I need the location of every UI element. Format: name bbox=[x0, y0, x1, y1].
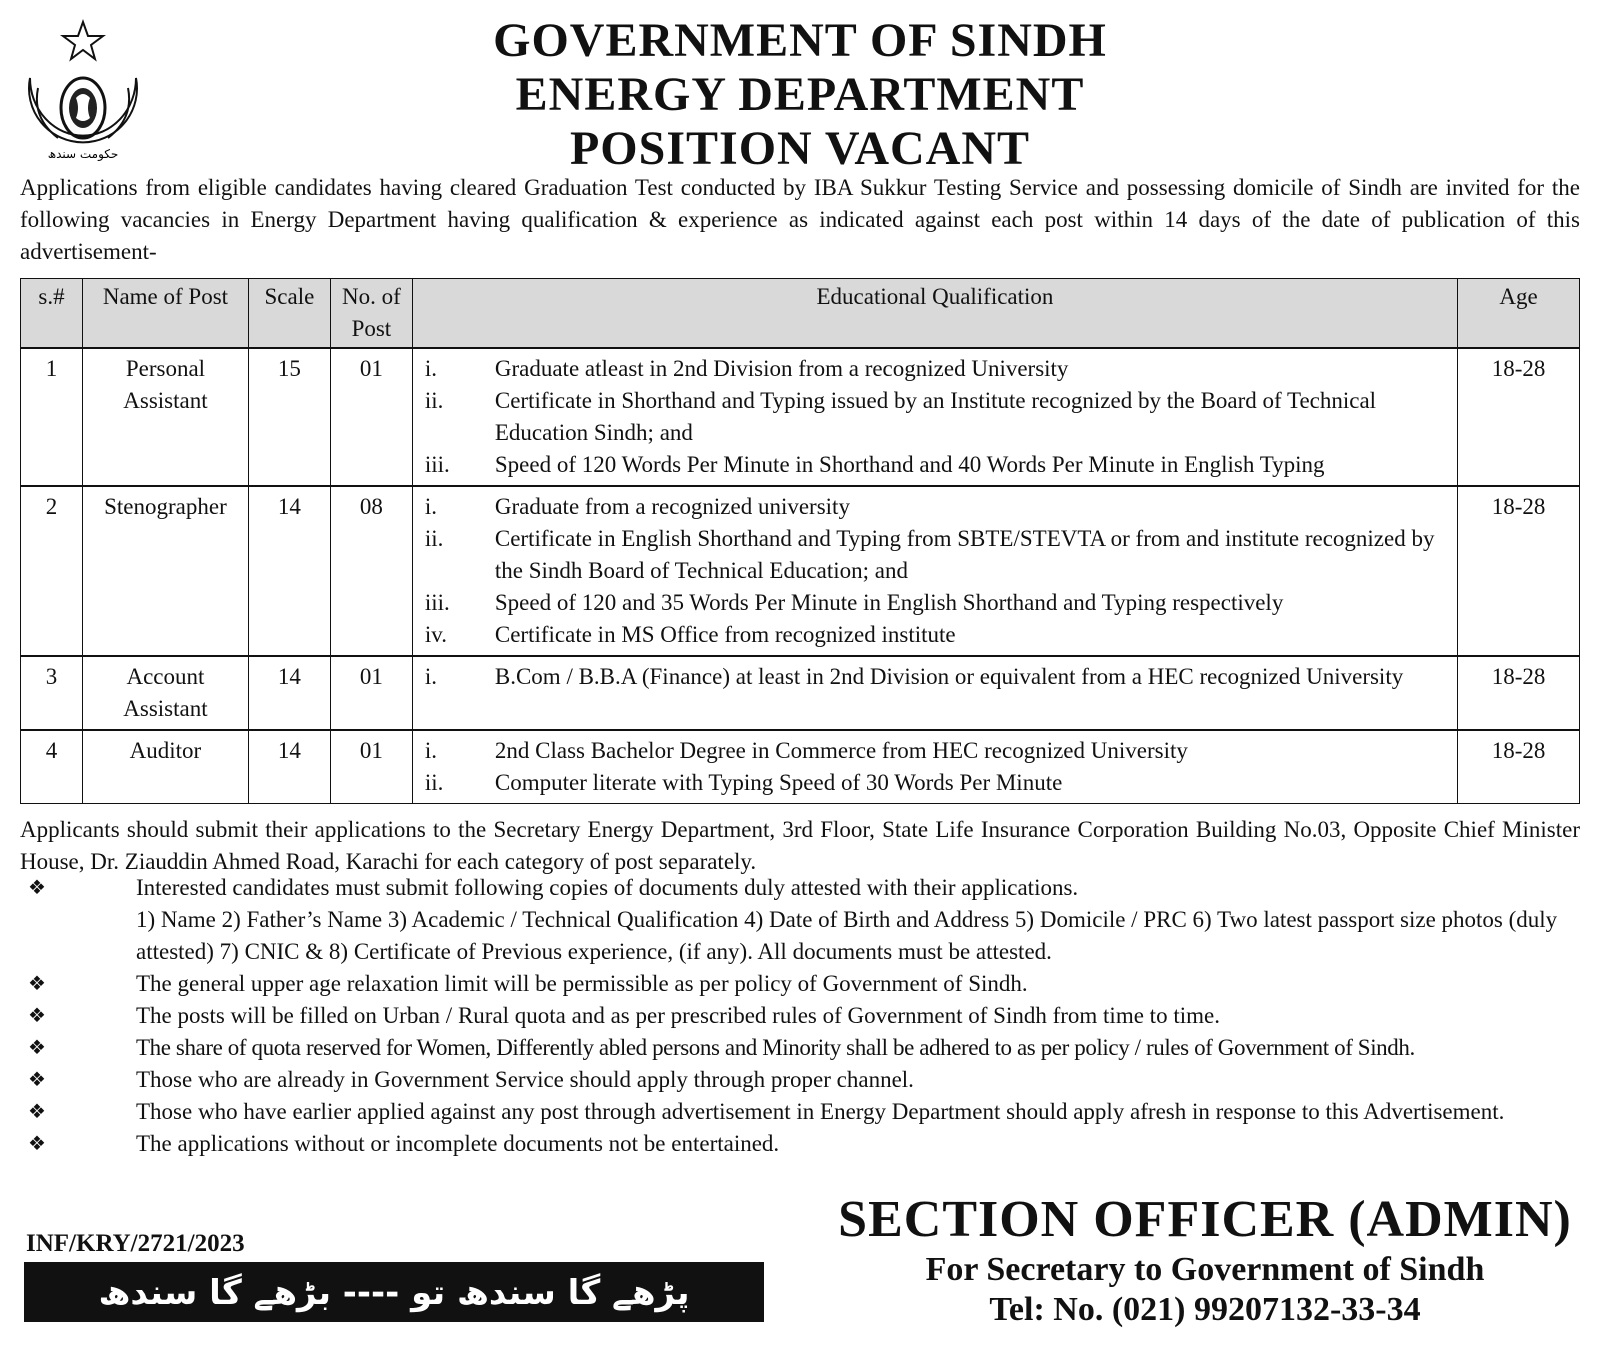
list-item bbox=[20, 1032, 1580, 1064]
qualification-item bbox=[419, 735, 1451, 767]
qualification-text: 2nd Class Bachelor Degree in Commerce from HEC recognized University bbox=[494, 738, 1188, 763]
signature-block bbox=[830, 1190, 1580, 1330]
cell-qualifications bbox=[412, 348, 1457, 486]
qualification-text: Speed of 120 Words Per Minute in Shorthand and 40 Words Per Minute in English Typing bbox=[494, 452, 1325, 477]
table-row bbox=[21, 348, 1580, 486]
header-qualification: Educational Qualification bbox=[412, 279, 1457, 349]
bullet-diamond-icon: ❖ bbox=[28, 1069, 46, 1091]
cell-age: 18-28 bbox=[1458, 730, 1580, 804]
cell-scale: 14 bbox=[248, 656, 330, 730]
cell-post-count: 01 bbox=[330, 656, 412, 730]
header-scale: Scale bbox=[248, 279, 330, 349]
cell-qualifications bbox=[412, 656, 1457, 730]
qualification-numeral: ii. bbox=[424, 388, 444, 413]
cell-post-name: Auditor bbox=[82, 730, 248, 804]
cell-post-name: Account Assistant bbox=[82, 656, 248, 730]
cell-scale: 14 bbox=[248, 486, 330, 656]
bullet-diamond-icon: ❖ bbox=[28, 1133, 46, 1155]
table-row bbox=[21, 486, 1580, 656]
cell-scale: 15 bbox=[248, 348, 330, 486]
header-position-title: POSITION VACANT bbox=[569, 122, 1030, 175]
note-text: The posts will be filled on Urban / Rural quota and as per prescribed rules of Government of Sindh from time to time. bbox=[136, 1003, 1220, 1028]
list-item bbox=[20, 1064, 1580, 1096]
cell-post-name: Stenographer bbox=[82, 486, 248, 656]
qualification-numeral: ii. bbox=[424, 526, 444, 551]
table-header-row bbox=[21, 279, 1580, 349]
qualification-item bbox=[419, 587, 1451, 619]
note-text: Those who have earlier applied against any post through advertisement in Energy Department should apply afresh in response to this Advertisement. bbox=[136, 1099, 1505, 1124]
qualification-numeral: i. bbox=[424, 494, 438, 519]
slogan-banner bbox=[24, 1262, 764, 1322]
bullet-diamond-icon: ❖ bbox=[28, 1101, 46, 1123]
cell-sno: 3 bbox=[21, 656, 83, 730]
seal-urdu-text: حکومت سندھ bbox=[47, 147, 119, 161]
note-text: Those who are already in Government Service should apply through proper channel. bbox=[136, 1067, 914, 1092]
bullet-diamond-icon: ❖ bbox=[28, 973, 46, 995]
qualification-text: Certificate in MS Office from recognized institute bbox=[494, 622, 956, 647]
bullet-diamond-icon: ❖ bbox=[28, 1037, 46, 1059]
qualification-text: Computer literate with Typing Speed of 30 Words Per Minute bbox=[494, 770, 1063, 795]
note-text: Interested candidates must submit following copies of documents duly attested with their applications. bbox=[136, 875, 1079, 900]
header-sno: s.# bbox=[21, 279, 83, 349]
note-text: The general upper age relaxation limit will be permissible as per policy of Government of Sindh. bbox=[136, 971, 1028, 996]
intro-paragraph: Applications from eligible candidates having cleared Graduation Test conducted by IBA Sukkur Testing Service and possessing domicile of Sindh are invited for the following vacancies in Energy Department having qualification & experience as indicated against each post within 14 days of the date of publication of this advertisement- bbox=[20, 175, 1580, 264]
qualification-item bbox=[419, 353, 1451, 385]
list-item bbox=[20, 1000, 1580, 1032]
header-age: Age bbox=[1458, 279, 1580, 349]
qualification-item bbox=[419, 661, 1451, 693]
cell-age: 18-28 bbox=[1458, 656, 1580, 730]
qualification-item bbox=[419, 491, 1451, 523]
qualification-numeral: i. bbox=[424, 356, 438, 381]
list-item bbox=[20, 1128, 1580, 1160]
bullet-diamond-icon: ❖ bbox=[28, 1005, 46, 1027]
vacancy-table bbox=[20, 278, 1580, 804]
header-post: Name of Post bbox=[82, 279, 248, 349]
qualification-text: B.Com / B.B.A (Finance) at least in 2nd Division or equivalent from a HEC recognized University bbox=[494, 664, 1404, 689]
qualification-item bbox=[419, 523, 1451, 587]
signatory-subtitle: For Secretary to Government of Sindh bbox=[925, 1251, 1485, 1288]
qualification-numeral: i. bbox=[424, 664, 438, 689]
header-title-block bbox=[300, 14, 1300, 176]
qualification-numeral: iv. bbox=[424, 622, 448, 647]
cell-qualifications bbox=[412, 730, 1457, 804]
list-item bbox=[20, 968, 1580, 1000]
cell-sno: 4 bbox=[21, 730, 83, 804]
note-text: The applications without or incomplete documents not be entertained. bbox=[136, 1131, 780, 1156]
qualification-numeral: i. bbox=[424, 738, 438, 763]
qualification-numeral: iii. bbox=[424, 590, 450, 615]
qualification-item bbox=[419, 619, 1451, 651]
signatory-title: SECTION OFFICER (ADMIN) bbox=[838, 1191, 1572, 1248]
table-row bbox=[21, 730, 1580, 804]
bullet-diamond-icon: ❖ bbox=[28, 877, 46, 899]
cell-sno: 1 bbox=[21, 348, 83, 486]
cell-post-count: 08 bbox=[330, 486, 412, 656]
header-department-title: ENERGY DEPARTMENT bbox=[515, 68, 1085, 121]
qualification-numeral: iii. bbox=[424, 452, 450, 477]
cell-post-count: 01 bbox=[330, 348, 412, 486]
list-item bbox=[20, 872, 1580, 968]
header-count: No. of Post bbox=[330, 279, 412, 349]
table-row bbox=[21, 656, 1580, 730]
qualification-text: Speed of 120 and 35 Words Per Minute in English Shorthand and Typing respectively bbox=[494, 590, 1284, 615]
documents-list-text: 1) Name 2) Father’s Name 3) Academic / Technical Qualification 4) Date of Birth and Address 5) Domicile / PRC 6) Two latest passport size photos (duly attested) 7) CNIC & 8) Certificate of Previous experience, (if any). All documents must be attested. bbox=[136, 907, 1558, 964]
qualification-item bbox=[419, 767, 1451, 799]
cell-post-count: 01 bbox=[330, 730, 412, 804]
header-government-title: GOVERNMENT OF SINDH bbox=[493, 14, 1107, 67]
qualification-text: Certificate in English Shorthand and Typing from SBTE/STEVTA or from and institute recognized by the Sindh Board of Technical Education; and bbox=[494, 526, 1435, 583]
cell-scale: 14 bbox=[248, 730, 330, 804]
notes-list bbox=[20, 872, 1580, 1160]
slogan-text: پڑھے گا سندھ تو ---- بڑھے گا سندھ bbox=[98, 1272, 690, 1313]
note-text: The share of quota reserved for Women, Differently abled persons and Minority shall be adhered to as per policy / rules of Government of Sindh. bbox=[136, 1035, 1415, 1060]
qualification-item bbox=[419, 385, 1451, 449]
cell-post-name: Personal Assistant bbox=[82, 348, 248, 486]
list-item bbox=[20, 1096, 1580, 1128]
sindh-government-seal-icon bbox=[18, 18, 148, 168]
cell-age: 18-28 bbox=[1458, 348, 1580, 486]
qualification-item bbox=[419, 449, 1451, 481]
cell-qualifications bbox=[412, 486, 1457, 656]
qualification-text: Graduate from a recognized university bbox=[494, 494, 850, 519]
qualification-numeral: ii. bbox=[424, 770, 444, 795]
contact-telephone: Tel: No. (021) 99207132-33-34 bbox=[989, 1291, 1421, 1328]
qualification-text: Certificate in Shorthand and Typing issued by an Institute recognized by the Board of Technical Education Sindh; and bbox=[494, 388, 1377, 445]
cell-age: 18-28 bbox=[1458, 486, 1580, 656]
qualification-text: Graduate atleast in 2nd Division from a recognized University bbox=[494, 356, 1069, 381]
submission-paragraph: Applicants should submit their applications to the Secretary Energy Department, 3rd Floor, State Life Insurance Corporation Building No.03, Opposite Chief Minister House, Dr. Ziauddin Ahmed Road, Karachi for each category of post separately. bbox=[20, 817, 1580, 874]
cell-sno: 2 bbox=[21, 486, 83, 656]
reference-number: INF/KRY/2721/2023 bbox=[26, 1230, 245, 1257]
